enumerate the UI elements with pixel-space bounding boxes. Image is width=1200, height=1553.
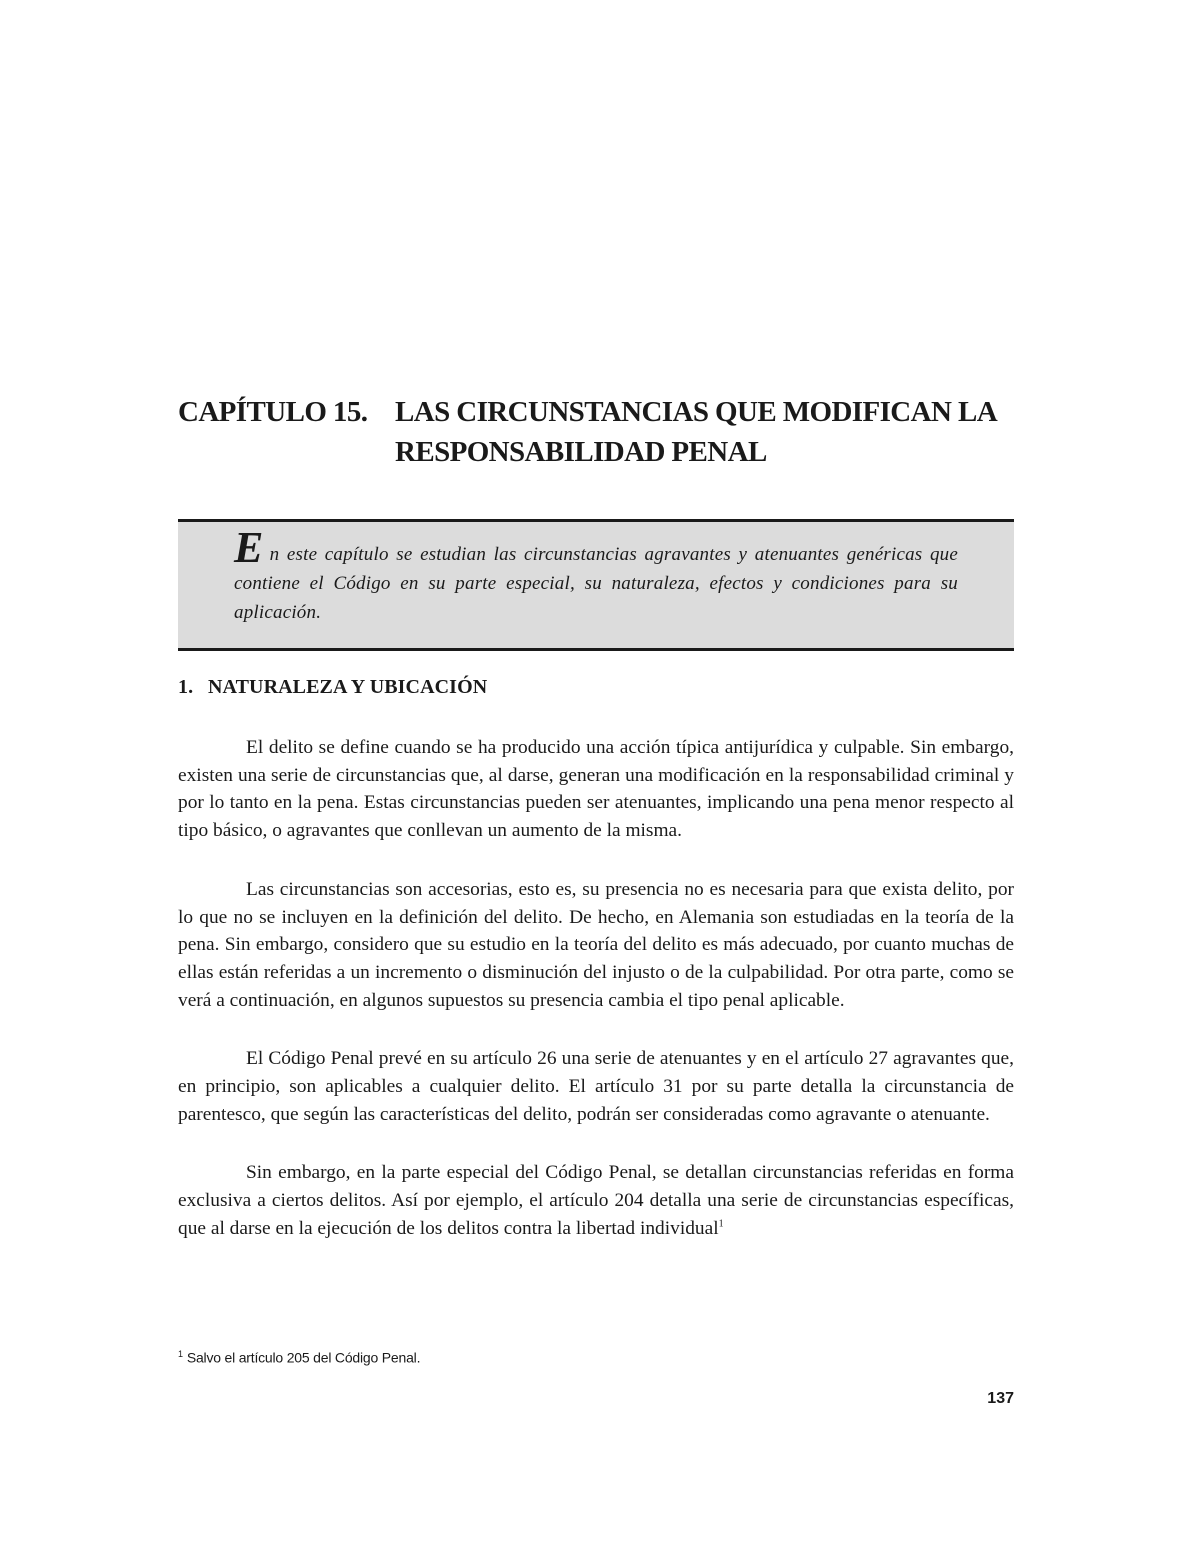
chapter-title bbox=[178, 392, 1038, 472]
chapter-title-line-1 bbox=[178, 392, 1038, 432]
section-heading bbox=[178, 676, 487, 699]
paragraph-with-footnote bbox=[178, 1159, 1014, 1242]
drop-cap: E bbox=[234, 523, 264, 572]
chapter-summary-box bbox=[178, 519, 1014, 651]
chapter-summary-body: n este capítulo se estudian las circunstancias agravantes y atenuantes genéricas que contiene el Código en su parte especial, su naturaleza, efectos y condiciones para su aplicación. bbox=[234, 544, 958, 623]
paragraph-text: Sin embargo, en la parte especial del Código Penal, se detallan circunstancias referidas en forma exclusiva a ciertos delitos. Así por ejemplo, el artículo 204 detalla una serie de circunstancias específicas, que al darse en la ejecución de los delitos contra la libertad individual bbox=[178, 1162, 1014, 1239]
paragraph: El delito se define cuando se ha producido una acción típica antijurídica y culpable. Sin embargo, existen una serie de circunstancias que, al darse, generan una modificación en la responsabilidad criminal y por lo tanto en la pena. Estas circunstancias pueden ser atenuantes, implicando una pena menor respecto al tipo básico, o agravantes que conllevan un aumento de la misma. bbox=[178, 737, 1014, 842]
chapter-title-text-1: LAS CIRCUNSTANCIAS QUE MODIFICAN LA bbox=[395, 396, 998, 428]
chapter-title-line-2 bbox=[178, 432, 1038, 472]
body-text bbox=[178, 734, 1014, 1274]
paragraph: El Código Penal prevé en su artículo 26 una serie de atenuantes y en el artículo 27 agravantes que, en principio, son aplicables a cualquier delito. El artículo 31 por su parte detalla la circunstancia de parentesco, que según las características del delito, podrán ser consideradas como agravante o atenuante. bbox=[178, 1048, 1014, 1125]
paragraph: Las circunstancias son accesorias, esto es, su presencia no es necesaria para que exista delito, por lo que no se incluyen en la definición del delito. De hecho, en Alemania son estudiadas en la teoría de la pena. Sin embargo, considero que su estudio en la teoría del delito es más adecuado, por cuanto muchas de ellas están referidas a un incremento o disminución del injusto o de la culpabilidad. Por otra parte, como se verá a continuación, en algunos supuestos su presencia cambia el tipo penal aplicable. bbox=[178, 878, 1014, 1011]
footnote-reference: 1 bbox=[718, 1218, 724, 1230]
section-title: NATURALEZA Y UBICACIÓN bbox=[208, 676, 488, 698]
footnote-text: Salvo el artículo 205 del Código Penal. bbox=[186, 1349, 421, 1366]
page-number: 137 bbox=[987, 1390, 1014, 1407]
footnote bbox=[178, 1349, 420, 1366]
chapter-summary-text bbox=[234, 523, 958, 627]
chapter-label: CAPÍTULO 15. bbox=[178, 396, 368, 428]
footnote-marker: 1 bbox=[178, 1349, 183, 1359]
section-number: 1. bbox=[178, 676, 194, 698]
chapter-title-text-2: RESPONSABILIDAD PENAL bbox=[395, 436, 767, 468]
